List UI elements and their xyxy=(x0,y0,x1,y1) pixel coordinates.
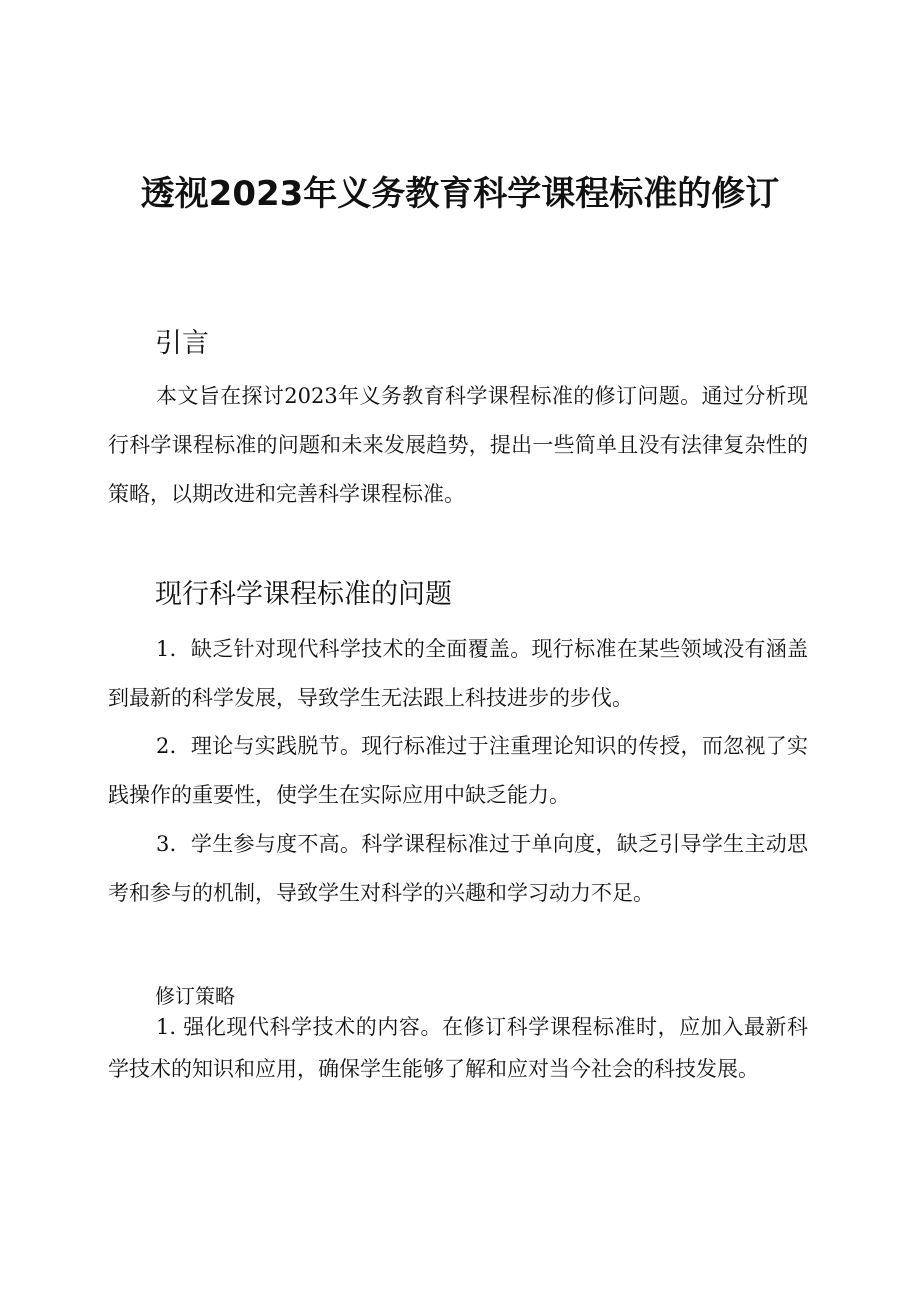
problem-item-1: 1．缺乏针对现代科学技术的全面覆盖。现行标准在某些领域没有涵盖到最新的科学发展，导致学生无法跟上科技进步的步伐。 xyxy=(108,637,808,710)
intro-paragraph: 本文旨在探讨2023年义务教育科学课程标准的修订问题。通过分析现行科学课程标准的问题和未来发展趋势，提出一些简单且没有法律复杂性的策略，以期改进和完善科学课程标准。 xyxy=(108,384,808,506)
strategies-heading: 修订策略 xyxy=(155,984,235,1008)
document-title: 透视2023年义务教育科学课程标准的修订 xyxy=(140,174,780,214)
problem-item-3: 3．学生参与度不高。科学课程标准过于单向度，缺乏引导学生主动思考和参与的机制，导致学生对科学的兴趣和学习动力不足。 xyxy=(108,832,808,905)
problems-heading: 现行科学课程标准的问题 xyxy=(155,579,452,610)
problem-item-2: 2．理论与实践脱节。现行标准过于注重理论知识的传授，而忽视了实践操作的重要性，使学生在实际应用中缺乏能力。 xyxy=(108,734,808,807)
intro-heading: 引言 xyxy=(155,328,209,359)
strategy-item-1: 1. 强化现代科学技术的内容。在修订科学课程标准时，应加入最新科学技术的知识和应用，确保学生能够了解和应对当今社会的科技发展。 xyxy=(108,1015,808,1081)
